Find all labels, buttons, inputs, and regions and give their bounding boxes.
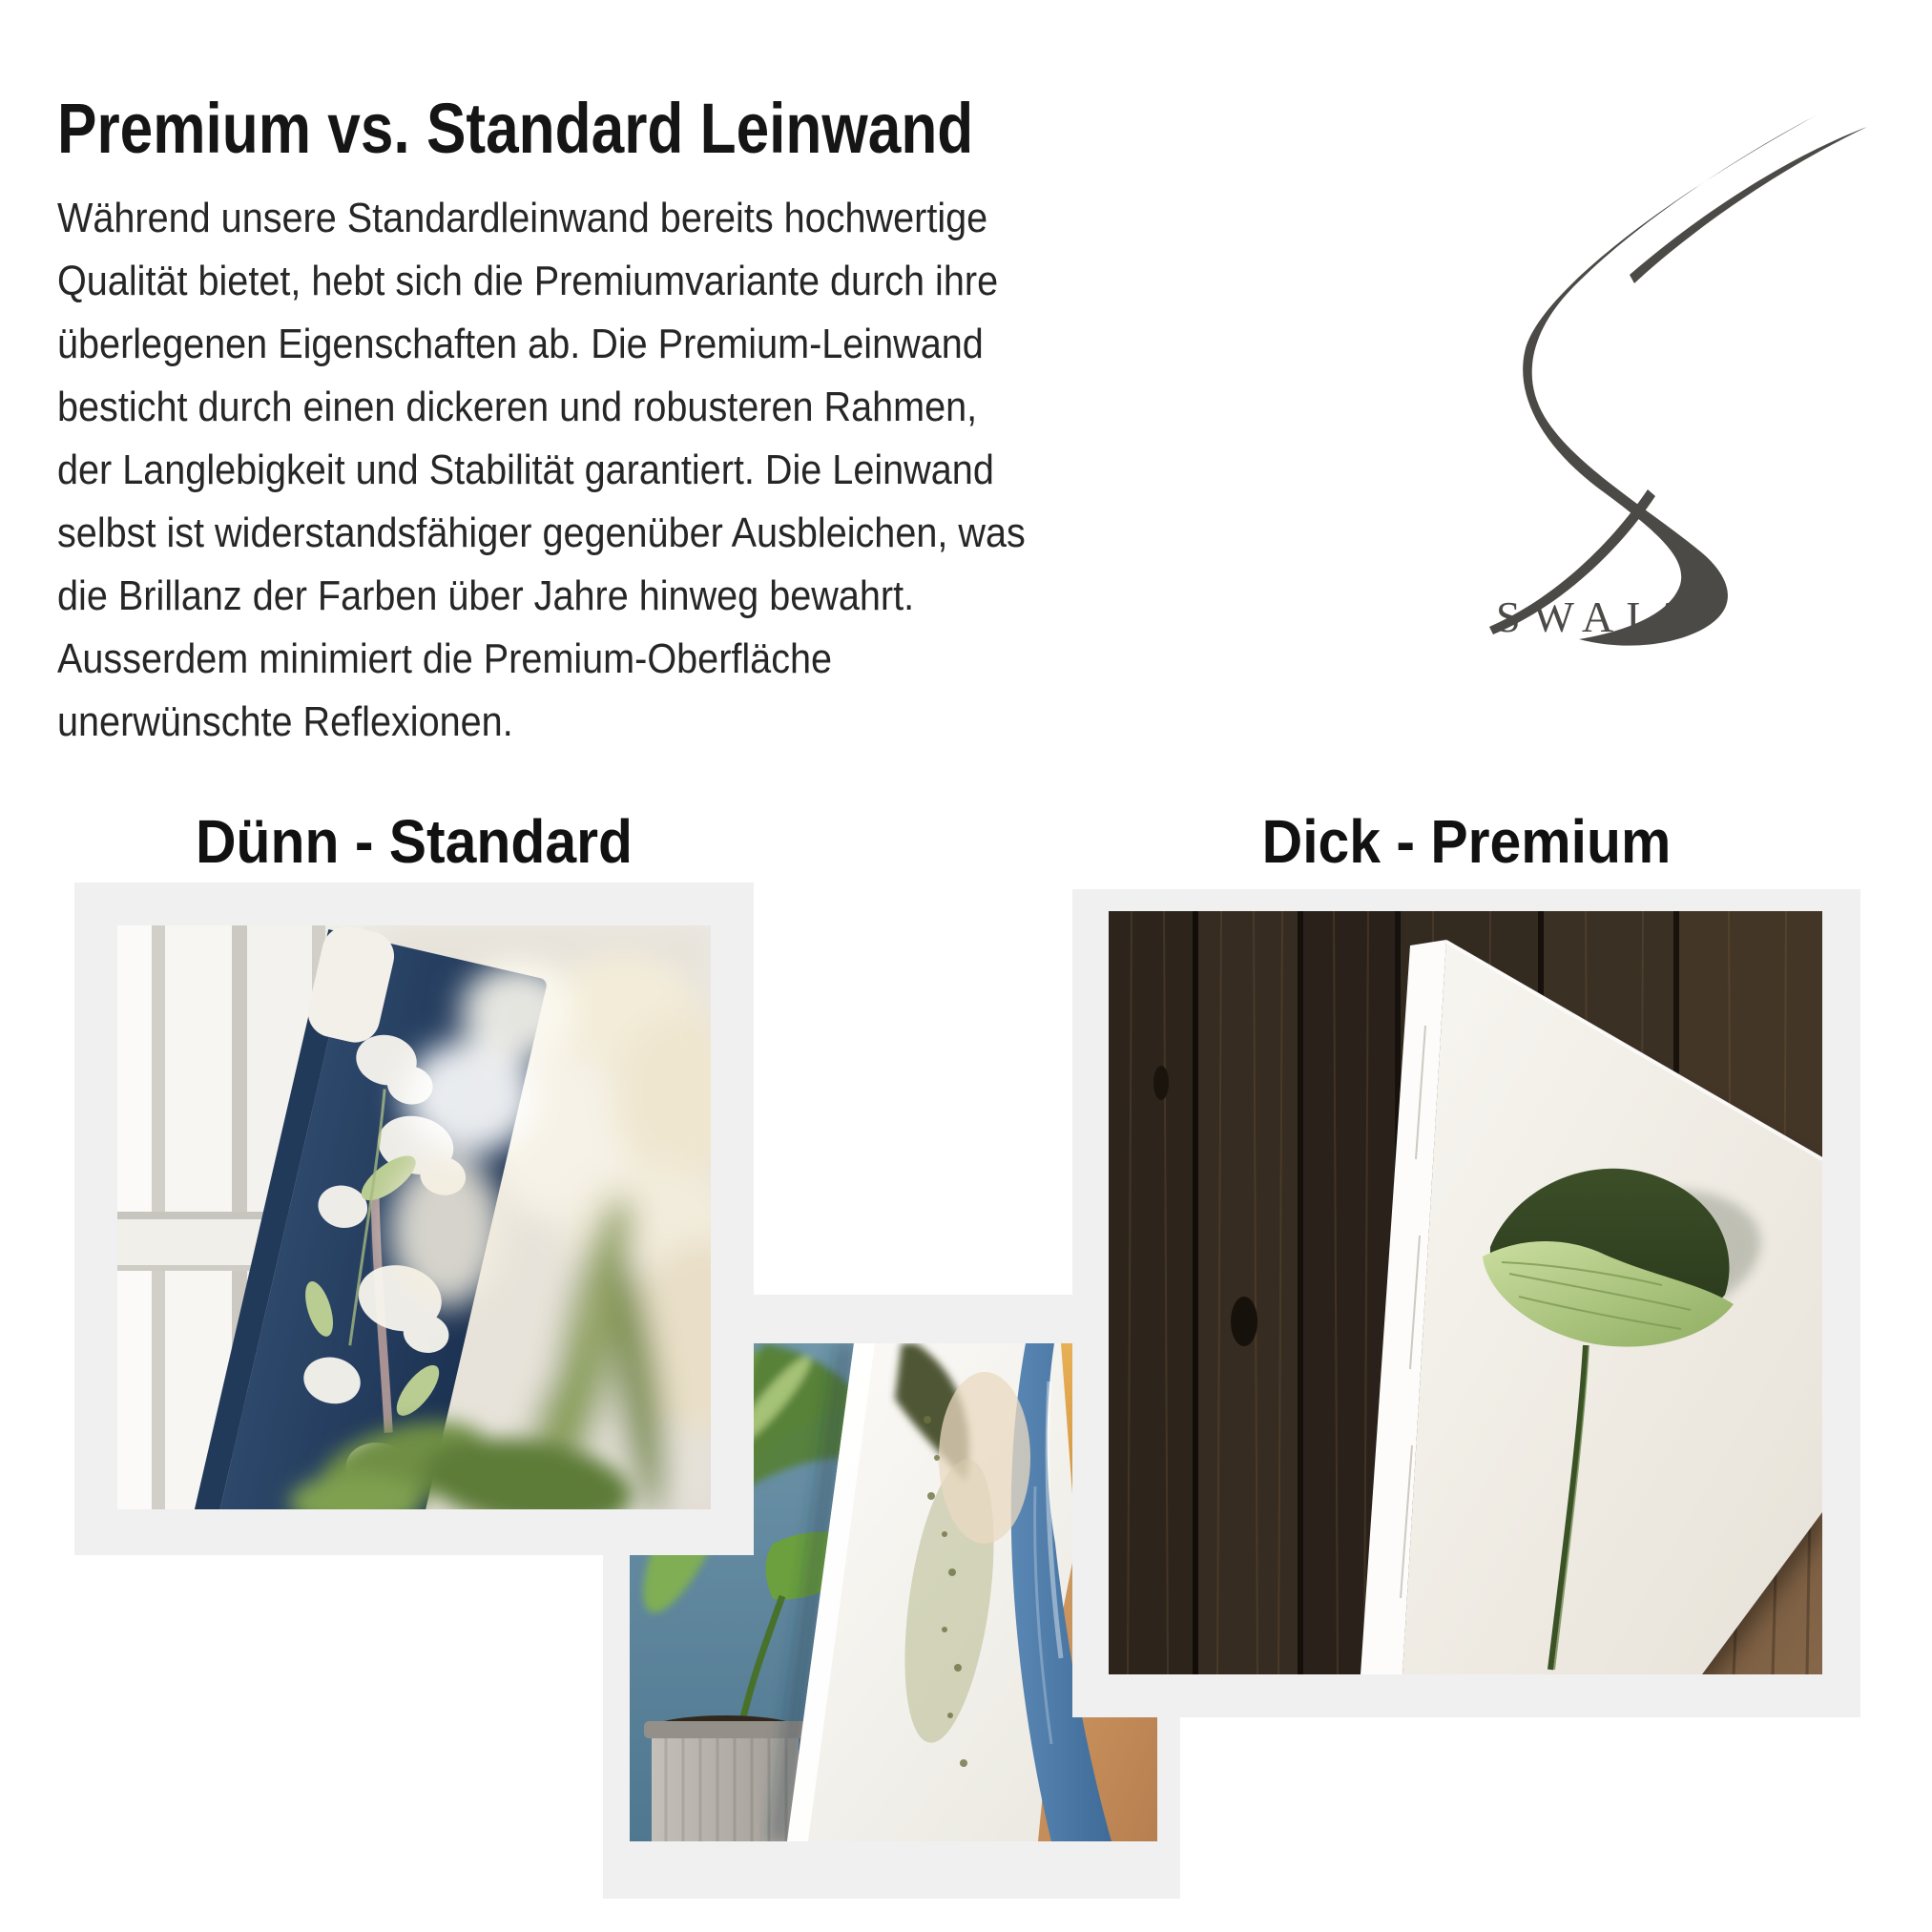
- swaia-logo-s-icon: [1484, 100, 1884, 649]
- intro-paragraph: [57, 187, 1174, 754]
- caption-standard: Dünn - Standard: [196, 807, 633, 876]
- intro-line: Ausserdem minimiert die Premium-Oberfläche: [57, 635, 833, 682]
- intro-line: die Brillanz der Farben über Jahre hinweg bewahrt.: [57, 572, 915, 619]
- logo-s-main-stroke: [1523, 114, 1818, 646]
- intro-line: überlegenen Eigenschaften ab. Die Premium-Leinwand: [57, 321, 984, 367]
- intro-line: unerwünschte Reflexionen.: [57, 698, 513, 745]
- intro-line: Während unsere Standardleinwand bereits hochwertige: [57, 195, 988, 241]
- intro-line: Qualität bietet, hebt sich die Premiumvariante durch ihre: [57, 258, 999, 304]
- page-title: Premium vs. Standard Leinwand: [57, 89, 974, 168]
- intro-line: besticht durch einen dickeren und robusteren Rahmen,: [57, 384, 978, 430]
- intro-line: selbst ist widerstandsfähiger gegenüber Ausbleichen, was: [57, 509, 1026, 556]
- swaia-logo-wordmark: SWAIA: [1496, 592, 1697, 641]
- premium-thick-canvas-photo: [1109, 911, 1822, 1674]
- intro-line: der Langlebigkeit und Stabilität garantiert. Die Leinwand: [57, 447, 994, 493]
- right-photo-wood-knot: [1231, 1297, 1257, 1346]
- standard-thin-canvas-photo: [117, 925, 711, 1509]
- caption-premium: Dick - Premium: [1261, 807, 1672, 876]
- logo-s-upper-blade: [1630, 127, 1867, 283]
